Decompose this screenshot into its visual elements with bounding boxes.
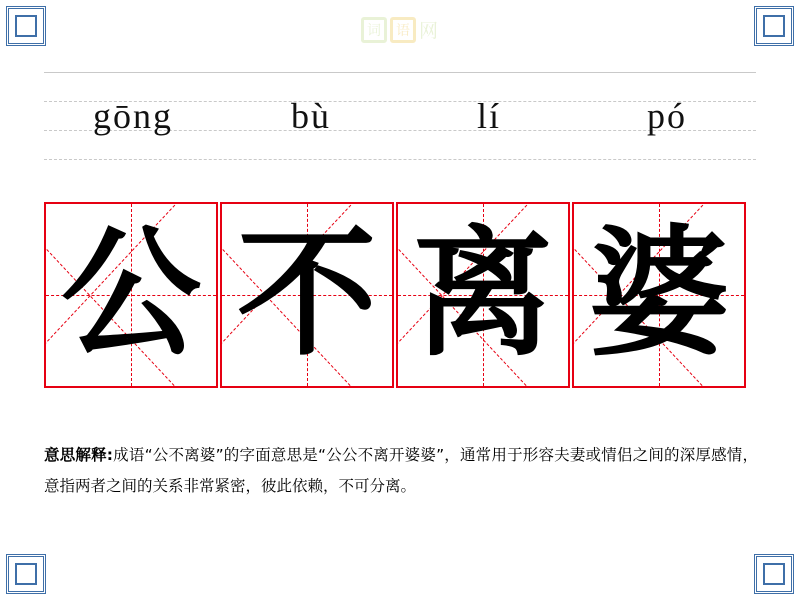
pinyin-syllable: gōng [93,96,173,136]
corner-ornament-bottom-left [6,554,46,594]
character-glyph: 公 [60,213,201,376]
character-glyph: 离 [412,213,553,376]
pinyin-row [44,72,756,160]
explanation-label: 意思解释: [44,446,113,464]
character-cell [396,202,570,388]
explanation-text: 成语“公不离婆”的字面意思是“公公不离开婆婆”，通常用于形容夫妻或情侣之间的深厚感情，意指两者之间的关系非常紧密，彼此依赖，不可分离。 [44,446,758,495]
watermark-box-2: 语 [390,17,416,43]
corner-ornament-top-left [6,6,46,46]
character-grid [44,202,746,388]
character-cell [220,202,394,388]
character-cell [572,202,746,388]
corner-ornament-bottom-right [754,554,794,594]
corner-ornament-top-right [754,6,794,46]
watermark-text: 网 [418,20,440,42]
pinyin-guide-area [44,72,756,160]
character-glyph: 不 [236,213,377,376]
watermark-box-1: 词 [361,17,387,43]
explanation-block [44,440,758,502]
pinyin-syllable: lí [476,96,501,136]
pinyin-syllable: pó [647,96,687,136]
character-cell [44,202,218,388]
character-glyph: 婆 [588,213,729,376]
pinyin-syllable: bù [291,96,331,136]
site-watermark-logo [361,16,439,43]
